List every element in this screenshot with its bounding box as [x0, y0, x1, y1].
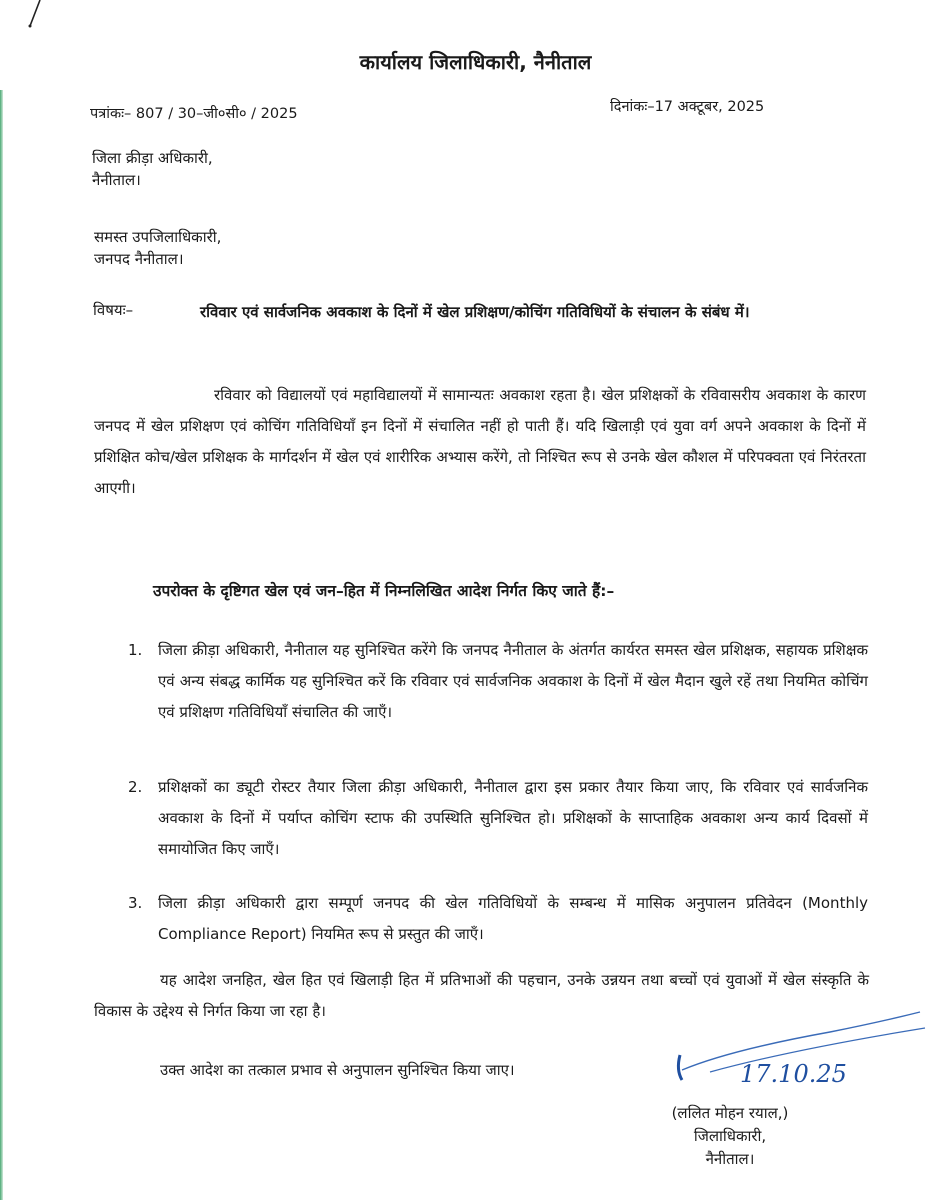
recipient-line: नैनीताल। [92, 171, 141, 189]
reference-number: पत्रांकः– 807 / 30–जी०सी० / 2025 [90, 106, 298, 122]
order-item [128, 772, 868, 865]
order-text: जिला क्रीड़ा अधिकारी द्वारा सम्पूर्ण जनपद की खेल गतिविधियों के सम्बन्ध में मासिक अनुपालन प्रतिवेदन (Monthly Compliance Report) नियमित रूप से प्रस्तुत की जाएँ। [158, 894, 868, 943]
recipient-line: समस्त उपजिलाधिकारी, [94, 228, 222, 246]
order-item [128, 635, 868, 728]
pen-stroke-mark [12, 0, 52, 30]
recipient-line: जनपद नैनीताल। [94, 250, 184, 268]
intro-text: रविवार को विद्यालयों एवं महाविद्यालयों में सामान्यतः अवकाश रहता है। खेल प्रशिक्षकों के रविवासरीय अवकाश के कारण जनपद में खेल प्रशिक्षण एवं कोचिंग गतिविधियाँ इन दिनों में संचालित नहीं हो पाती हैं। यदि खिलाड़ी एवं युवा वर्ग अपने अवकाश के दिनों में प्रशिक्षित कोच/खेल प्रशिक्षक के मार्गदर्शन में खेल एवं शारीरिक अभ्यास करेंगे, तो निश्चित रूप से उनके खेल कौशल में परिपक्वता एवं निरंतरता आएगी। [94, 386, 866, 497]
letter-date: दिनांकः–17 अक्टूबर, 2025 [610, 99, 765, 115]
signatory-name: (ललित मोहन रयाल,) [671, 1104, 789, 1122]
order-number: 2. [128, 778, 143, 796]
order-text: जिला क्रीड़ा अधिकारी, नैनीताल यह सुनिश्चित करेंगे कि जनपद नैनीताल के अंतर्गत कार्यरत समस्त खेल प्रशिक्षक, सहायक प्रशिक्षक एवं अन्य संबद्ध कार्मिक यह सुनिश्चित करें कि रविवार एवं सार्वजनिक अवकाश के दिनों में खेल मैदान खुले रहें तथा नियमित कोचिंग एवं प्रशिक्षण गतिविधियाँ संचालित की जाएँ। [158, 641, 868, 721]
scan-edge [0, 90, 3, 1200]
signatory-block [630, 1102, 830, 1171]
order-text: प्रशिक्षकों का ड्यूटी रोस्टर तैयार जिला क्रीड़ा अधिकारी, नैनीताल द्वारा इस प्रकार तैयार किया जाए, कि रविवार एवं सार्वजनिक अवकाश के दिनों में पर्याप्त कोचिंग स्टाफ की उपस्थिति सुनिश्चित हो। प्रशिक्षकों के साप्ताहिक अवकाश अन्य कार्य दिवसों में समायोजित किए जाएँ। [158, 778, 868, 858]
signatory-location: नैनीताल। [705, 1150, 755, 1168]
intro-paragraph [94, 380, 866, 504]
order-number: 3. [128, 894, 143, 912]
signatory-designation: जिलाधिकारी, [693, 1127, 767, 1145]
order-number: 1. [128, 641, 143, 659]
subject-label: विषयः– [93, 301, 134, 319]
signature-date: 17.10.25 [740, 1060, 847, 1088]
subject-text: रविवार एवं सार्वजनिक अवकाश के दिनों में खेल प्रशिक्षण/कोचिंग गतिविधियों के संचालन के संबंध में। [200, 303, 750, 321]
recipient-sdm [94, 226, 221, 270]
orders-heading: उपरोक्त के दृष्टिगत खेल एवं जन–हित में निम्नलिखित आदेश निर्गत किए जाते हैं:– [153, 582, 615, 600]
order-item [128, 888, 868, 950]
handwritten-signature [670, 1010, 930, 1090]
closing-text: यह आदेश जनहित, खेल हित एवं खिलाड़ी हित में प्रतिभाओं की पहचान, उनके उन्नयन तथा बच्चों एवं युवाओं में खेल संस्कृति के विकास के उद्देश्य से निर्गत किया जा रहा है। [94, 971, 869, 1020]
compliance-line: उक्त आदेश का तत्काल प्रभाव से अनुपालन सुनिश्चित किया जाए। [160, 1061, 515, 1079]
recipient-line: जिला क्रीड़ा अधिकारी, [92, 149, 213, 167]
recipient-sports-officer [92, 147, 213, 191]
office-title: कार्यालय जिलाधिकारी, नैनीताल [359, 50, 592, 74]
